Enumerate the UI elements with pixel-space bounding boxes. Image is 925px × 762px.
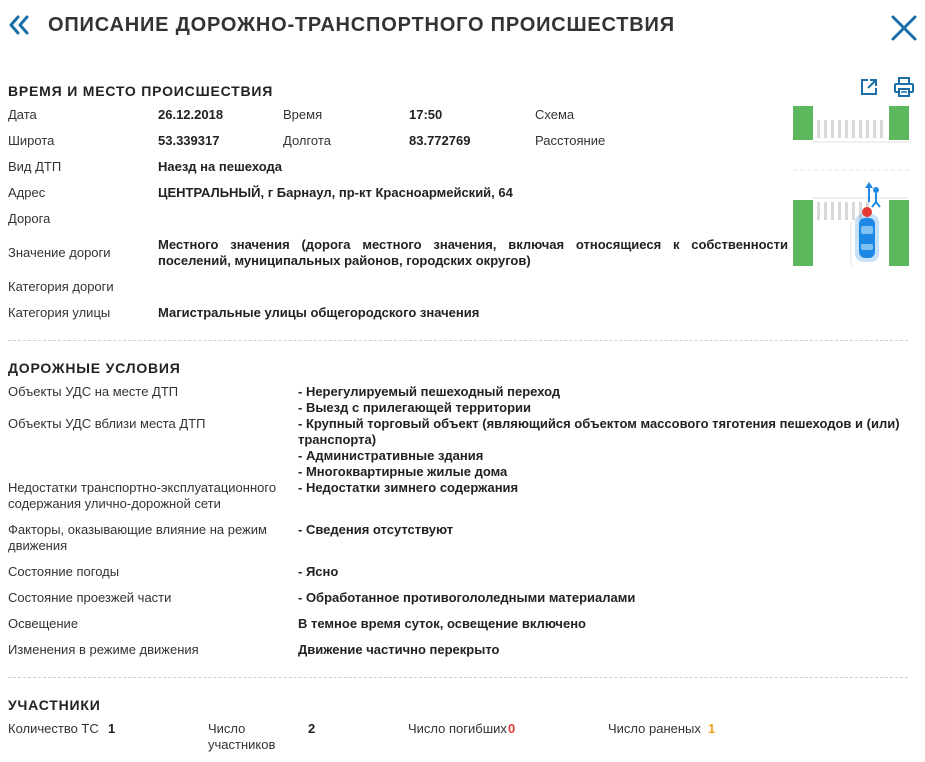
maintenance-label-line2: содержания улично-дорожной сети bbox=[8, 496, 221, 511]
street-category-label: Категория улицы bbox=[8, 305, 111, 320]
section-title-participants: УЧАСТНИКИ bbox=[8, 697, 101, 713]
road-label: Дорога bbox=[8, 211, 51, 226]
page-title: ОПИСАНИЕ ДОРОЖНО-ТРАНСПОРТНОГО ПРОИСШЕСТВИЯ bbox=[48, 14, 675, 36]
double-chevron-left-icon[interactable] bbox=[6, 12, 32, 38]
accident-type-label: Вид ДТП bbox=[8, 159, 62, 174]
lighting-value: В темное время суток, освещение включено bbox=[298, 616, 586, 631]
scheme-label: Схема bbox=[535, 107, 575, 122]
time-label: Время bbox=[283, 107, 323, 122]
objects-nearby-item: - Многоквартирные жилые дома bbox=[298, 464, 508, 479]
maintenance-label: Недостатки транспортно-эксплуатационного bbox=[8, 480, 277, 495]
objects-nearby-label: Объекты УДС вблизи места ДТП bbox=[8, 416, 206, 431]
objects-at-scene-item: - Выезд с прилегающей территории bbox=[298, 400, 532, 415]
dead-count-label: Число погибших bbox=[408, 721, 507, 736]
participants-count-label: Число bbox=[208, 721, 246, 736]
divider bbox=[8, 677, 908, 678]
vehicles-count-label: Количество ТС bbox=[8, 721, 99, 736]
street-category-value: Магистральные улицы общегородского значения bbox=[158, 305, 480, 320]
injured-count-value: 1 bbox=[708, 721, 716, 736]
dead-count-value: 0 bbox=[508, 721, 516, 736]
longitude-label: Долгота bbox=[283, 133, 331, 148]
external-link-icon[interactable] bbox=[859, 77, 879, 97]
section-title-time-place: ВРЕМЯ И МЕСТО ПРОИСШЕСТВИЯ bbox=[8, 83, 274, 99]
road-category-label: Категория дороги bbox=[8, 279, 114, 294]
objects-at-scene-item: - Нерегулируемый пешеходный переход bbox=[298, 384, 561, 399]
participants-count-value: 2 bbox=[308, 721, 316, 736]
printer-icon[interactable] bbox=[893, 76, 915, 98]
road-surface-value: - Обработанное противогололедными материалами bbox=[298, 590, 636, 605]
latitude-value: 53.339317 bbox=[158, 133, 220, 148]
objects-nearby-item: - Административные здания bbox=[298, 448, 484, 463]
date-label: Дата bbox=[8, 107, 37, 122]
factors-value: - Сведения отсутствуют bbox=[298, 522, 454, 537]
accident-type-value: Наезд на пешехода bbox=[158, 159, 283, 174]
latitude-label: Широта bbox=[8, 133, 55, 148]
injured-count-label: Число раненых bbox=[608, 721, 701, 736]
objects-nearby-item-continuation: транспорта) bbox=[298, 432, 377, 447]
objects-at-scene-label: Объекты УДС на месте ДТП bbox=[8, 384, 179, 399]
road-significance-value-line1: Местного значения (дорога местного значения, включая относящиеся к собственности bbox=[158, 237, 788, 252]
traffic-changes-label: Изменения в режиме движения bbox=[8, 642, 199, 657]
divider bbox=[8, 340, 908, 341]
longitude-value: 83.772769 bbox=[409, 133, 471, 148]
road-significance-label: Значение дороги bbox=[8, 245, 111, 260]
distance-label: Расстояние bbox=[535, 133, 606, 148]
lighting-label: Освещение bbox=[8, 616, 79, 631]
factors-label-line2: движения bbox=[8, 538, 68, 553]
objects-nearby-item: - Крупный торговый объект (являющийся объектом массового тяготения пешеходов и (или) bbox=[298, 416, 900, 431]
factors-label: Факторы, оказывающие влияние на режим bbox=[8, 522, 267, 537]
time-value: 17:50 bbox=[409, 107, 443, 122]
header bbox=[0, 0, 925, 56]
accident-scheme-image[interactable] bbox=[793, 106, 909, 266]
section-title-road-conditions: ДОРОЖНЫЕ УСЛОВИЯ bbox=[8, 360, 181, 376]
close-icon[interactable] bbox=[890, 14, 918, 42]
weather-value: - Ясно bbox=[298, 564, 339, 579]
maintenance-value: - Недостатки зимнего содержания bbox=[298, 480, 519, 495]
participants-count-label-line2: участников bbox=[208, 737, 276, 752]
traffic-changes-value: Движение частично перекрыто bbox=[298, 642, 500, 657]
road-significance-value-line2: поселений, муниципальных районов, городских округов) bbox=[158, 253, 531, 268]
weather-label: Состояние погоды bbox=[8, 564, 120, 579]
road-surface-label: Состояние проезжей части bbox=[8, 590, 172, 605]
date-value: 26.12.2018 bbox=[158, 107, 224, 122]
address-label: Адрес bbox=[8, 185, 46, 200]
address-value: ЦЕНТРАЛЬНЫЙ, г Барнаул, пр-кт Красноармейский, 64 bbox=[158, 185, 513, 200]
vehicles-count-value: 1 bbox=[108, 721, 116, 736]
